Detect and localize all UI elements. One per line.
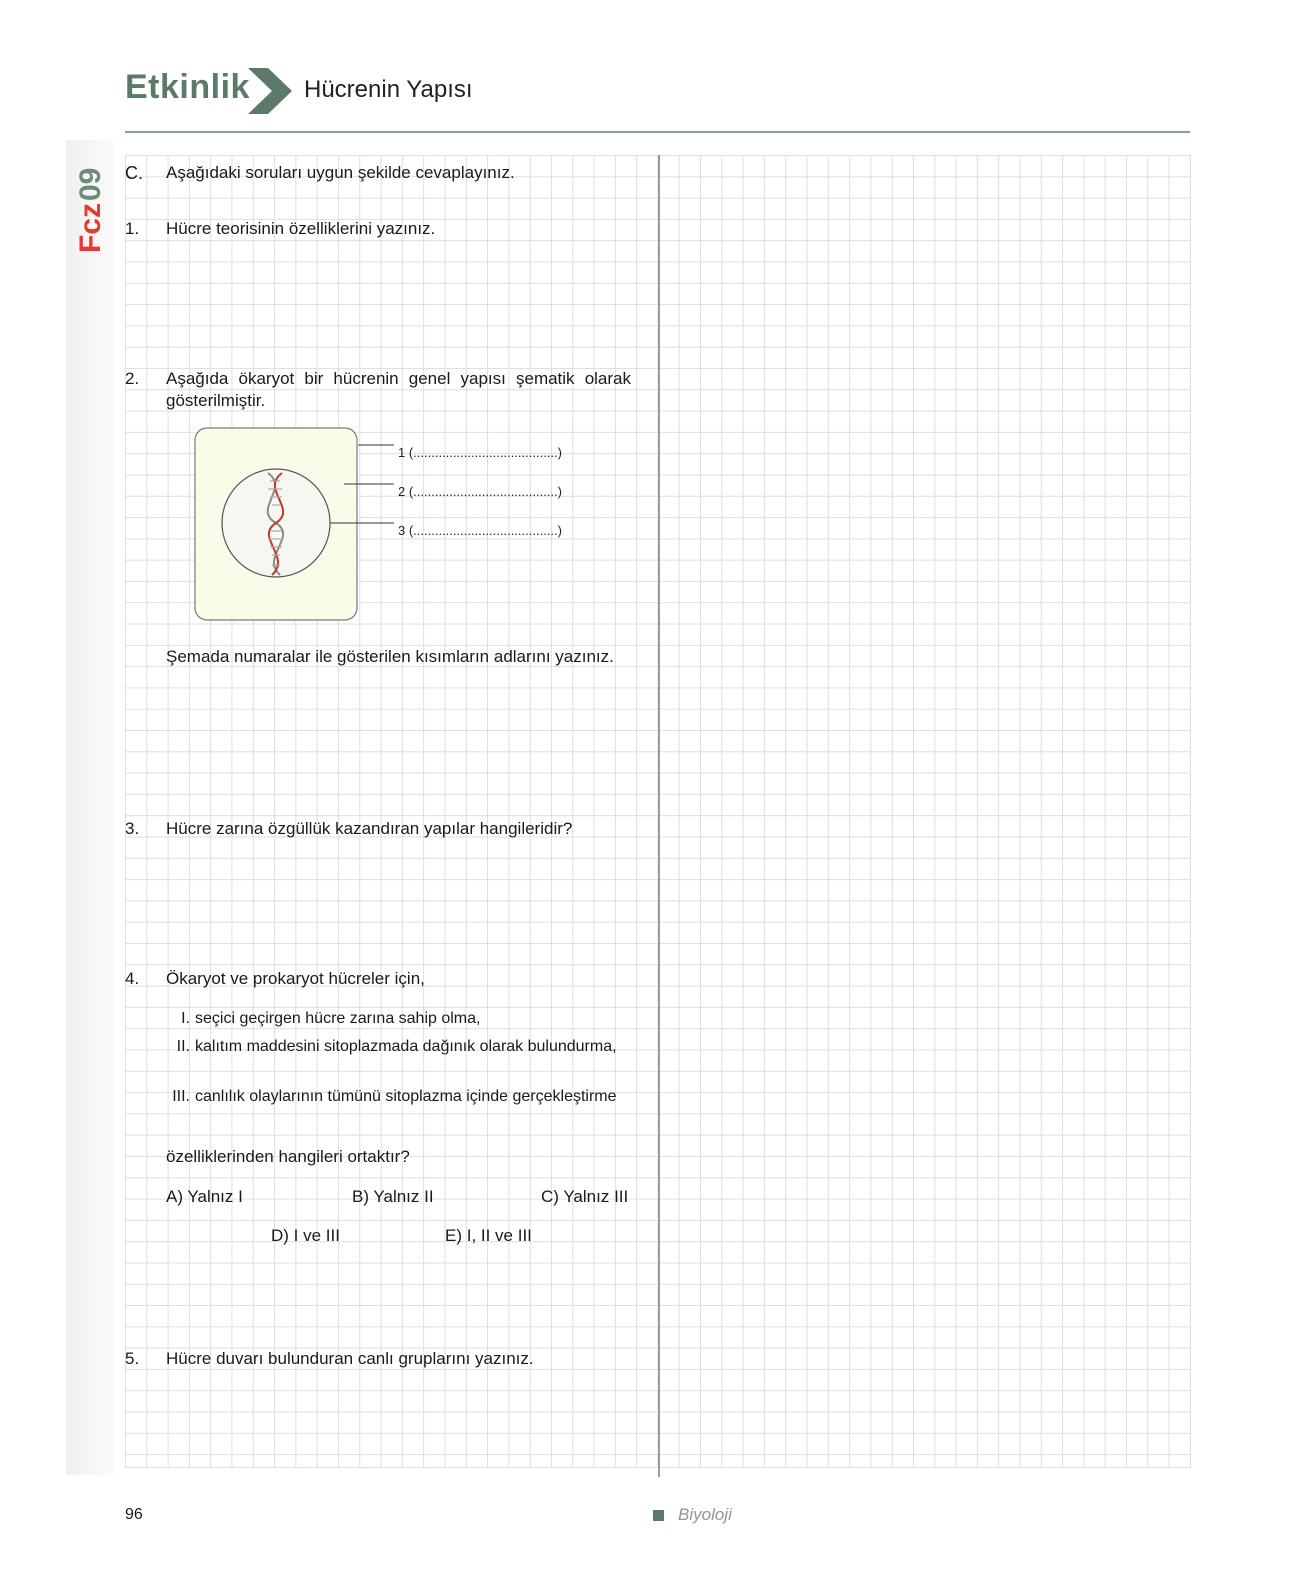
- choice-d[interactable]: D) I ve III: [271, 1226, 340, 1245]
- page-number: 96: [125, 1506, 143, 1523]
- question-4-prompt: özelliklerinden hangileri ortaktır?: [166, 1147, 410, 1166]
- statement-1-number: I.: [181, 1010, 190, 1027]
- cell-diagram: [190, 425, 400, 625]
- question-2-followup: Şemada numaralar ile gösterilen kısımların adlarını yazınız.: [166, 647, 614, 666]
- question-3-number: 3.: [125, 819, 140, 838]
- question-4-text: Ökaryot ve prokaryot hücreler için,: [166, 969, 425, 988]
- choice-a[interactable]: A) Yalnız I: [166, 1187, 243, 1206]
- section-instruction: Aşağıdaki soruları uygun şekilde cevaplayınız.: [166, 163, 515, 182]
- statement-3-text: canlılık olaylarının tümünü sitoplazma içinde gerçekleştirme: [195, 1088, 617, 1105]
- question-4-number: 4.: [125, 969, 140, 988]
- chevron-right-icon: [248, 68, 292, 114]
- column-divider: [658, 155, 660, 1477]
- side-logo-number: 09: [74, 167, 107, 201]
- diagram-label-2: 2 (........................................): [398, 484, 562, 499]
- question-2-text: Aşağıda ökaryot bir hücrenin genel yapısı şematik olarak gösterilmiştir.: [166, 369, 631, 410]
- page-title: Etkinlik: [125, 68, 250, 106]
- side-strip: [66, 140, 114, 1475]
- statement-2-number: II.: [176, 1038, 190, 1055]
- question-1-text: Hücre teorisinin özelliklerini yazınız.: [166, 219, 436, 238]
- question-5-number: 5.: [125, 1349, 140, 1368]
- header-divider: [125, 131, 1190, 133]
- diagram-label-3: 3 (........................................): [398, 523, 562, 538]
- side-logo: [70, 150, 108, 255]
- question-3-text: Hücre zarına özgüllük kazandıran yapılar hangileridir?: [166, 819, 573, 838]
- side-logo-brand: Fcz: [74, 202, 107, 253]
- question-1-number: 1.: [125, 219, 140, 238]
- question-5-text: Hücre duvarı bulunduran canlı gruplarını yazınız.: [166, 1349, 534, 1368]
- subject-square-icon: [653, 1510, 664, 1521]
- question-2-number: 2.: [125, 369, 140, 388]
- statement-3-number: III.: [172, 1088, 190, 1105]
- statement-1-text: seçici geçirgen hücre zarına sahip olma,: [195, 1010, 481, 1027]
- choice-e[interactable]: E) I, II ve III: [445, 1226, 532, 1245]
- statement-2-text: kalıtım maddesini sitoplazmada dağınık olarak bulundurma,: [195, 1038, 617, 1055]
- diagram-label-1: 1 (........................................): [398, 445, 562, 460]
- page-subtitle: Hücrenin Yapısı: [304, 76, 473, 103]
- choice-b[interactable]: B) Yalnız II: [352, 1187, 434, 1206]
- choice-c[interactable]: C) Yalnız III: [541, 1187, 629, 1206]
- section-letter: C.: [125, 163, 143, 183]
- subject-label: Biyoloji: [678, 1505, 732, 1524]
